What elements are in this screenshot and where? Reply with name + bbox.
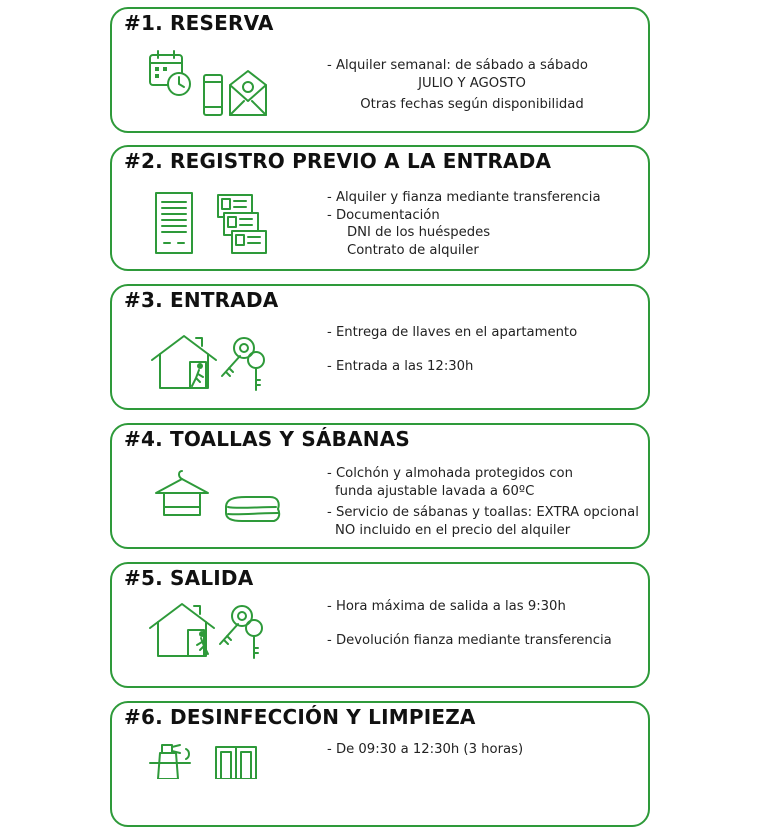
section-line: JULIO Y AGOSTO [418, 75, 526, 91]
section-line: - Entrega de llaves en el apartamento [327, 325, 578, 340]
icon-group [146, 330, 286, 396]
icon-group [146, 739, 286, 779]
section-line: - Servicio de sábanas y toallas: EXTRA opcional [327, 505, 639, 520]
section-card-salida [110, 562, 650, 688]
window-icon [216, 747, 256, 779]
section-line: - Hora máxima de salida a las 9:30h [327, 599, 566, 614]
calendar-clock-icon [150, 51, 190, 95]
section-line: - Alquiler y fianza mediante transferencia [327, 190, 601, 205]
icon-group [146, 49, 286, 119]
section-title: #2. REGISTRO PREVIO A LA ENTRADA [124, 149, 552, 173]
folded-sheets-icon [226, 497, 279, 521]
keys-icon [222, 338, 264, 390]
house-person-exit-icon [150, 604, 214, 656]
smartphone-icon [204, 75, 222, 115]
towel-hanger-icon [156, 471, 208, 515]
envelope-at-icon [230, 71, 266, 115]
section-card-toallas [110, 423, 650, 549]
section-line: - Colchón y almohada protegidos con [327, 466, 573, 481]
document-icon [156, 193, 192, 253]
section-title: #3. ENTRADA [124, 288, 279, 312]
section-card-entrada [110, 284, 650, 410]
house-person-icon [152, 336, 216, 388]
keys-icon [220, 606, 262, 658]
icon-group [146, 467, 286, 533]
section-line: DNI de los huéspedes [347, 225, 491, 240]
section-line: Otras fechas según disponibilidad [360, 97, 584, 112]
section-line: NO incluido en el precio del alquiler [335, 522, 571, 538]
section-card-registro [110, 145, 650, 271]
section-line: - De 09:30 a 12:30h (3 horas) [327, 742, 524, 757]
section-title: #1. RESERVA [124, 11, 274, 35]
section-title: #6. DESINFECCIÓN Y LIMPIEZA [124, 705, 476, 729]
section-title: #5. SALIDA [124, 566, 254, 590]
section-card-reserva [110, 7, 650, 133]
section-line: - Devolución fianza mediante transferencia [327, 632, 612, 648]
icon-group [146, 600, 286, 666]
id-cards-icon [218, 195, 266, 253]
section-line: funda ajustable lavada a 60ºC [335, 483, 535, 499]
icon-group [146, 189, 286, 259]
section-title: #4. TOALLAS Y SÁBANAS [124, 427, 411, 451]
section-card-desinfeccion [110, 701, 650, 827]
section-line: - Alquiler semanal: de sábado a sábado [327, 58, 588, 73]
section-line: - Documentación [327, 207, 440, 223]
section-line: Contrato de alquiler [347, 242, 479, 258]
cleaning-spray-icon [150, 745, 190, 779]
section-line: - Entrada a las 12:30h [327, 358, 474, 374]
